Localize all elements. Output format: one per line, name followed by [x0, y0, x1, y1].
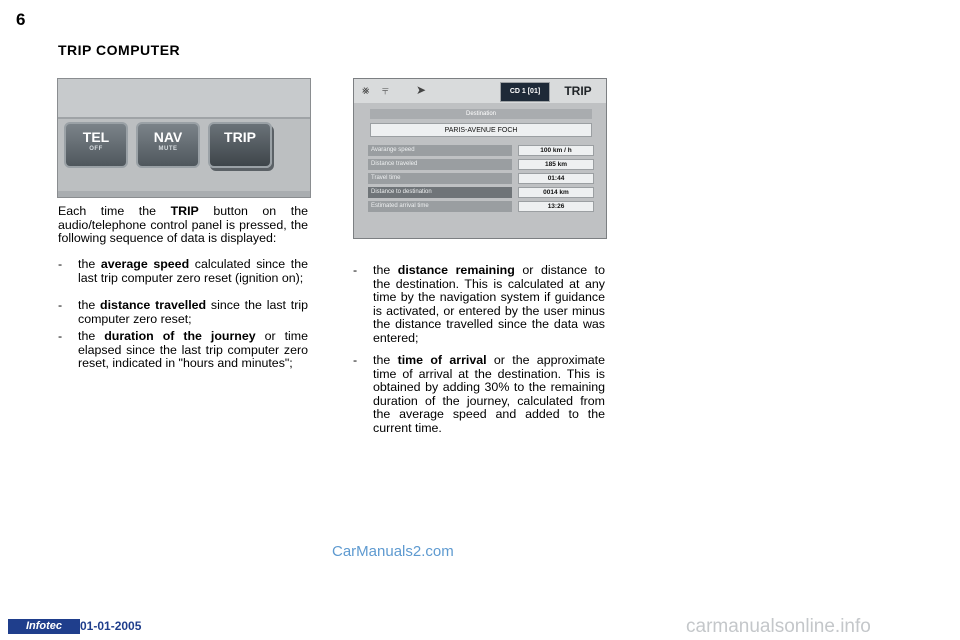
list-bold: time of arrival [397, 353, 487, 367]
screen-row [368, 173, 602, 184]
list-post: since the last trip computer zero reset; [78, 298, 309, 326]
list-item-text [78, 258, 308, 285]
list-post: calculated since the last trip computer zero reset (ignition on); [78, 257, 308, 285]
control-panel-image [57, 78, 311, 198]
trip-button-label: TRIP [224, 129, 256, 145]
nav-button [136, 122, 200, 168]
row-value: 185 km [518, 159, 594, 170]
panel-rail [58, 191, 310, 197]
list-bold: distance travelled [100, 298, 207, 312]
list-dash: - [58, 257, 63, 271]
nav-button-sublabel: MUTE [158, 146, 178, 152]
row-label: Estimated arrival time [368, 201, 512, 212]
row-value: 13:26 [518, 201, 594, 212]
list-pre: the [78, 298, 101, 312]
watermark: CarManuals2.com [332, 543, 454, 560]
destination-value: PARIS-AVENUE FOCH [370, 123, 592, 137]
intro-text-after: button on the audio/telephone control panel is pressed, the following sequence of data is displayed: [58, 204, 308, 246]
trip-screen-image [353, 78, 607, 239]
row-value: 0014 km [518, 187, 594, 198]
list-dash: - [353, 263, 358, 277]
row-label: Avarange speed [368, 145, 512, 156]
intro-paragraph [58, 205, 308, 246]
list-item-text [78, 330, 308, 371]
list-item-text [373, 264, 605, 346]
list-pre: the [78, 329, 105, 343]
source-tab: CD 1 [01] [500, 82, 550, 102]
row-label: Distance to destination [368, 187, 512, 198]
antenna-icon: ⫧ [382, 83, 389, 97]
list-bold: distance remaining [397, 263, 515, 277]
list-dash: - [58, 298, 63, 312]
intro-text-before: Each time the [58, 204, 171, 218]
list-item [353, 264, 605, 359]
arrow-icon: ➤ [416, 83, 427, 97]
list-post: or the approximate time of arrival at the destination. This is obtained by adding 30% to the remaining duration of the journey, calculated from the average speed and added to the current time. [373, 353, 605, 435]
row-value: 01:44 [518, 173, 594, 184]
list-dash: - [353, 353, 358, 367]
tel-button-sublabel: OFF [89, 146, 103, 152]
screen-row-selected [368, 187, 602, 198]
screen-row [368, 201, 602, 212]
screen-row [368, 145, 602, 156]
list-item [353, 354, 605, 450]
list-bold: average speed [100, 257, 190, 271]
list-pre: the [373, 263, 398, 277]
list-item-text [373, 354, 605, 436]
list-bold: duration of the journey [104, 329, 256, 343]
row-label: Travel time [368, 173, 512, 184]
row-value: 100 km / h [518, 145, 594, 156]
panel-display-strip [58, 79, 310, 119]
footer-logo: Infotec [8, 619, 80, 634]
tel-button [64, 122, 128, 168]
footer-url: carmanualsonline.info [686, 616, 871, 637]
trip-button [208, 122, 272, 168]
list-dash: - [58, 329, 63, 343]
row-label: Distance traveled [368, 159, 512, 170]
list-pre: the [373, 353, 398, 367]
list-post: or time elapsed since the last trip computer zero reset, indicated in "hours and minutes"; [78, 329, 308, 371]
list-item [58, 299, 308, 327]
tel-button-label: TEL [82, 129, 110, 145]
screen-row [368, 159, 602, 170]
list-item [58, 330, 308, 386]
nav-button-label: NAV [153, 129, 183, 145]
destination-header: Destination [370, 109, 592, 119]
list-item-text [78, 299, 308, 326]
list-item [58, 258, 308, 300]
list-post: or distance to the destination. This is calculated at any time by the navigation system if guidance is activated, or entered by the user minus the distance travelled since the data was entered; [373, 263, 605, 345]
satellite-icon: ⨳ [362, 83, 370, 97]
intro-bold-trip: TRIP [170, 204, 199, 218]
footer-date: 01-01-2005 [80, 619, 142, 633]
trip-tab: TRIP [564, 84, 592, 98]
list-pre: the [78, 257, 101, 271]
page-title: TRIP COMPUTER [58, 42, 181, 58]
page-number: 6 [16, 10, 26, 29]
